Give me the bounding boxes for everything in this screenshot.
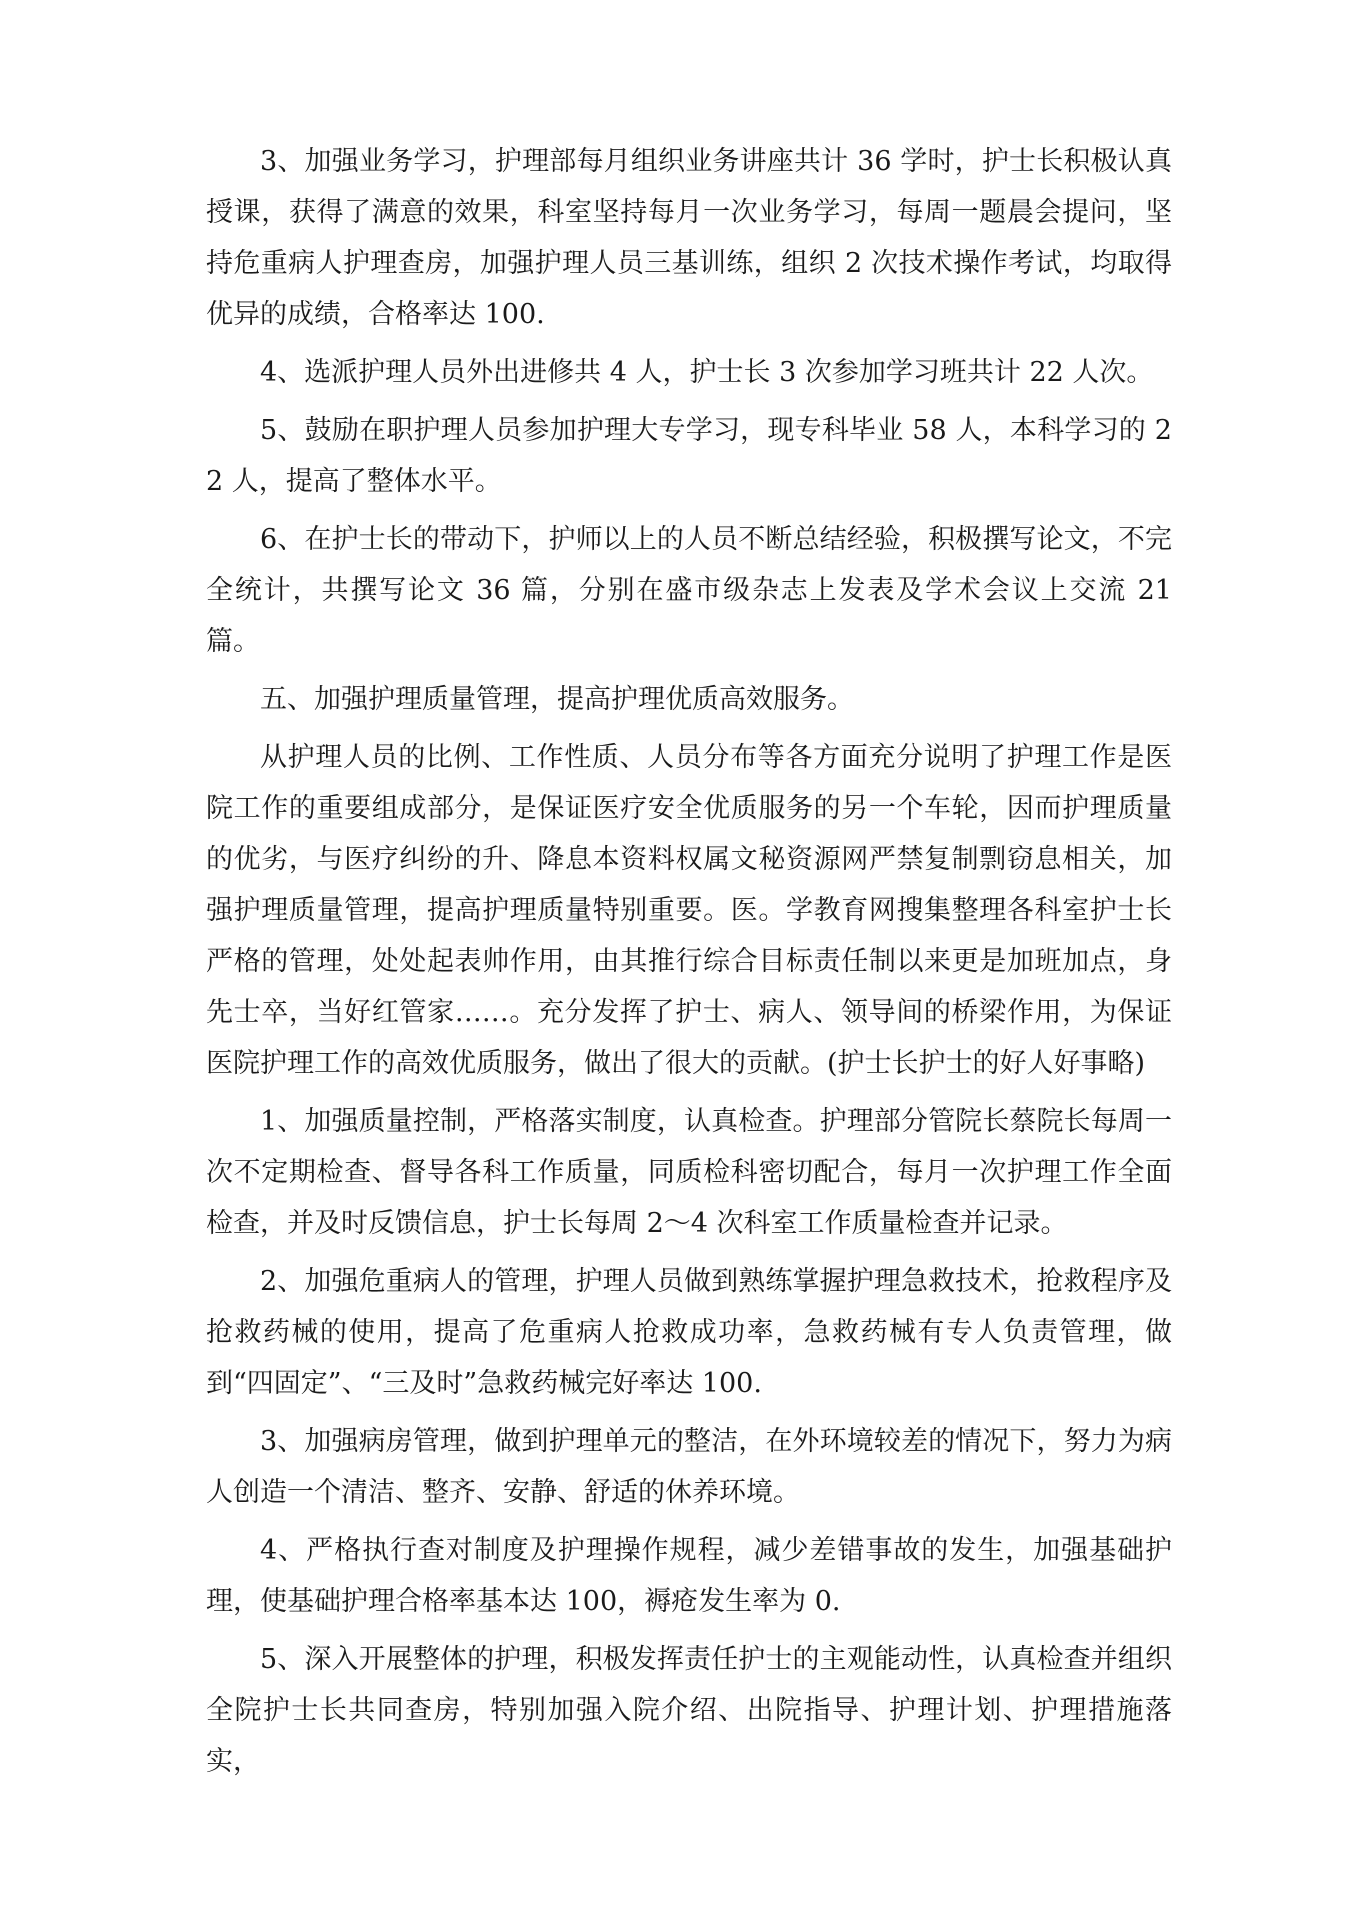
paragraph-quality-overview: 从护理人员的比例、工作性质、人员分布等各方面充分说明了护理工作是医院工作的重要组成部分，是保证医疗安全优质服务的另一个车轮，因而护理质量的优劣，与医疗纠纷的升、降息本资料权属文秘资源网严禁复制剽窃息相关，加强护理质量管理，提高护理质量特别重要。医。学教育网搜集整理各科室护士长严格的管理，处处起表帅作用，由其推行综合目标责任制以来更是加班加点，身先士卒，当好红管家……。充分发挥了护士、病人、领导间的桥梁作用，为保证医院护理工作的高效优质服务，做出了很大的贡献。(护士长护士的好人好事略) [206,742,1172,1079]
paragraph-ward-management: 3、加强病房管理，做到护理单元的整洁，在外环境较差的情况下，努力为病人创造一个清洁、整齐、安静、舒适的休养环境。 [206,1426,1172,1508]
paragraph-papers: 6、在护士长的带动下，护师以上的人员不断总结经验，积极撰写论文，不完全统计，共撰写论文 36 篇，分别在盛市级杂志上发表及学术会议上交流 21 篇。 [206,524,1172,657]
paragraph-education: 5、鼓励在职护理人员参加护理大专学习，现专科毕业 58 人，本科学习的 22 人，提高了整体水平。 [206,415,1172,497]
paragraph-procedures: 4、严格执行查对制度及护理操作规程，减少差错事故的发生，加强基础护理，使基础护理合格率基本达 100，褥疮发生率为 0. [206,1535,1172,1617]
paragraph-holistic-care: 5、深入开展整体的护理，积极发挥责任护士的主观能动性，认真检查并组织全院护士长共同查房，特别加强入院介绍、出院指导、护理计划、护理措施落实， [206,1644,1172,1777]
document-page [206,136,1172,1794]
paragraph-quality-control: 1、加强质量控制，严格落实制度，认真检查。护理部分管院长蔡院长每周一次不定期检查、督导各科工作质量，同质检科密切配合，每月一次护理工作全面检查，并及时反馈信息，护士长每周 2～4 次科室工作质量检查并记录。 [206,1106,1172,1239]
section-heading-quality: 五、加强护理质量管理，提高护理优质高效服务。 [260,684,854,715]
paragraph-training: 4、选派护理人员外出进修共 4 人，护士长 3 次参加学习班共计 22 人次。 [260,357,1154,388]
paragraph-study: 3、加强业务学习，护理部每月组织业务讲座共计 36 学时，护士长积极认真授课，获得了满意的效果，科室坚持每月一次业务学习，每周一题晨会提问，坚持危重病人护理查房，加强护理人员三基训练，组织 2 次技术操作考试，均取得优异的成绩，合格率达 100. [206,146,1172,330]
paragraph-critical-care: 2、加强危重病人的管理，护理人员做到熟练掌握护理急救技术，抢救程序及抢救药械的使用，提高了危重病人抢救成功率，急救药械有专人负责管理，做到“四固定”、“三及时”急救药械完好率达 100. [206,1266,1172,1399]
